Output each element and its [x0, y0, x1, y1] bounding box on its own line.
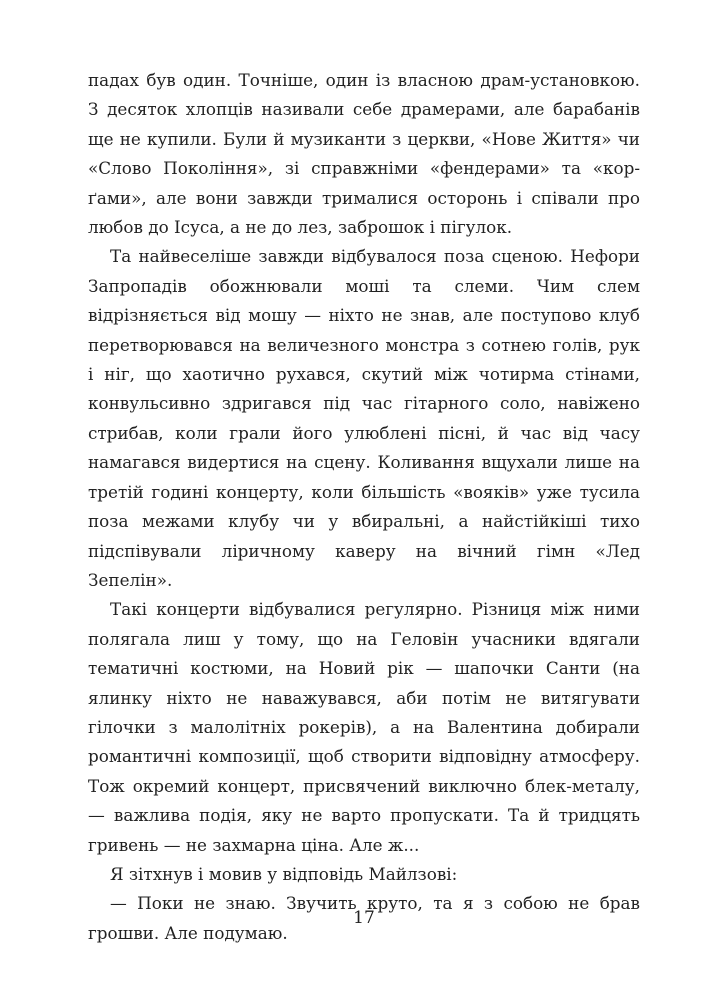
page-body	[88, 66, 640, 948]
paragraph: Такі концерти відбувалися регулярно. Різниця між ними полягала лиш у тому, що на Геловін учасники вдягали тематичні костюми, на Новий рік — шапочки Санти (на ялинку ніхто не наважувався, аби потім не витягувати гілочки з малолітніх рокерів), а на Валентина добирали романтичні композиції, щоб створити відповідну атмосферу. Тож окремий концерт, присвячений виключно блек-металу,— важлива подія, яку не варто пропускати. Та й тридцять гривень — не захмарна ціна. Але ж...	[88, 599, 640, 855]
paragraph: Та найвеселіше завжди відбувалося поза сценою. Нефори Запропадів обожнювали моші та слеми. Чим слем відрізняється від мошу — ніхто не знав, але поступово клуб перетворювався на величезного монстра з сотнею голів, рук і ніг, що хаотично рухався, скутий між чотирма стінами, конвульсивно здригався під час гітарного соло, навіжено стрибав, коли грали його улюблені пісні, й час від часу намагався видертися на сцену. Коливання вщухали лише на третій годині концерту, коли більшість «вояків» уже тусила поза межами клубу чи у вбиральні, а найстійкіші тихо підспівували ліричному каверу на вічний гімн «Лед Зепелін».	[88, 246, 640, 590]
dialogue-paragraph: — Поки не знаю. Звучить круто, та я з собою не брав грошви. Але подумаю.	[88, 893, 640, 943]
page-number: 17	[353, 908, 375, 928]
paragraph: Я зітхнув і мовив у відповідь Майлзові:	[110, 863, 458, 884]
paragraph-continued: падах був один. Точніше, один із власною драм-установкою. З десяток хлопців називали себе драмерами, але барабанів ще не купили. Були й музиканти з церкви, «Нове Життя» чи «Слово Покоління», зі справжніми «фендерами» та «корґами», але вони завжди трималися осторонь і співали про любов до Ісуса, а не до лез, заброшок і пігулок.	[88, 70, 640, 238]
